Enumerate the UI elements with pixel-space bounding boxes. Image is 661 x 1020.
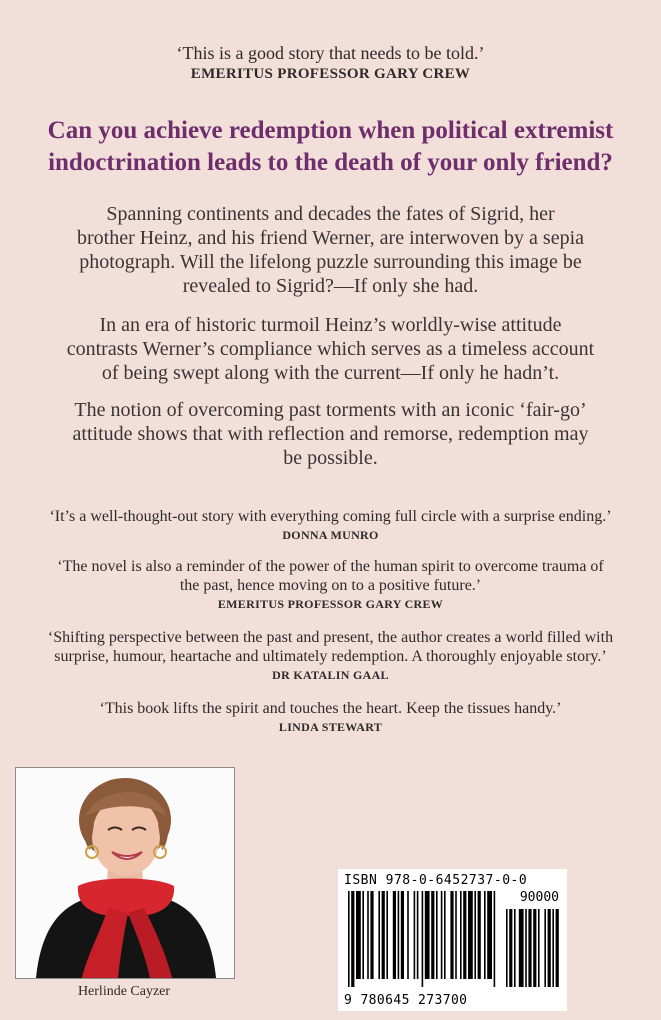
headline (30, 115, 631, 179)
price-code: 90000 (519, 890, 559, 905)
blurb-line: photograph. Will the lifelong puzzle surrounding this image be (79, 251, 582, 273)
barcode-addon-bar (548, 909, 551, 987)
barcode-bar (474, 891, 476, 979)
barcode-addon-bar (509, 909, 512, 987)
barcode-bar (351, 891, 354, 987)
review-attribution: DONNA MUNRO (282, 528, 379, 542)
review-text: ‘It’s a well-thought-out story with everything coming full circle with a surprise ending.’ (49, 508, 612, 525)
barcode-bar (348, 891, 350, 987)
blurb-line: be possible. (283, 447, 378, 469)
top-quote-attribution: EMERITUS PROFESSOR GARY CREW (190, 66, 471, 82)
blurb-line: brother Heinz, and his friend Werner, are interwoven by a sepia (76, 227, 585, 249)
blurb-paragraph-2 (40, 313, 621, 385)
barcode-bar (367, 891, 369, 979)
blurb-line: of being swept along with the current—If only he hadn’t. (101, 362, 560, 384)
barcode-bar (414, 891, 416, 979)
blurb-line: revealed to Sigrid?—If only she had. (182, 275, 479, 297)
blurb-paragraph-1 (40, 202, 621, 298)
barcode-addon-bar (506, 909, 508, 987)
barcode-bar (422, 891, 424, 987)
review-text: ‘The novel is also a reminder of the power of the human spirit to overcome trauma of (57, 558, 604, 575)
barcode-bar (398, 891, 400, 979)
barcode-bar (444, 891, 446, 979)
headline-line-2: indoctrination leads to the death of your only friend? (48, 149, 613, 176)
barcode-bar (356, 891, 361, 979)
barcode-bar (362, 891, 364, 979)
barcode-bar (425, 891, 430, 979)
review-text: ‘Shifting perspective between the past and present, the author creates a world filled with (47, 629, 614, 646)
barcode-bar (478, 891, 481, 979)
barcode-bar (386, 891, 388, 979)
review-donna-munro (30, 507, 631, 544)
blurb-line: Spanning continents and decades the fates of Sigrid, her (106, 203, 555, 225)
review-attribution: DR KATALIN GAAL (272, 668, 389, 682)
barcode-bar (455, 891, 457, 979)
barcode-addon-bar (533, 909, 536, 987)
top-quote (0, 43, 661, 84)
review-katalin-gaal (30, 628, 631, 684)
review-linda-stewart (30, 699, 631, 736)
blurb-line: attitude shows that with reflection and remorse, redemption may (72, 423, 589, 445)
review-text: the past, hence moving on to a positive future.’ (179, 577, 482, 594)
barcode-addon-bar (552, 909, 554, 987)
barcode-bar (382, 891, 385, 979)
review-text: surprise, humour, heartache and ultimately redemption. A thoroughly enjoyable story.’ (54, 648, 607, 665)
barcode-bar (417, 891, 419, 979)
barcode-bar (378, 891, 380, 979)
top-quote-text: ‘This is a good story that needs to be told.’ (176, 43, 485, 63)
blurb-line: In an era of historic turmoil Heinz’s worldly-wise attitude (99, 314, 562, 336)
barcode-addon-bar (519, 909, 524, 987)
barcode-bar (431, 891, 434, 979)
author-portrait-image (16, 768, 234, 978)
review-attribution: EMERITUS PROFESSOR GARY CREW (217, 597, 444, 611)
blurb-paragraph-3 (40, 398, 621, 470)
barcode-addon-bar (528, 909, 531, 987)
barcode-addon-bar (514, 909, 516, 987)
barcode-addon-bar (556, 909, 559, 987)
review-attribution: LINDA STEWART (278, 720, 383, 734)
barcode-bar (494, 891, 496, 987)
barcode-addon-bar (538, 909, 540, 987)
review-gary-crew (30, 557, 631, 613)
author-caption: Herlinde Cayzer (77, 984, 171, 999)
isbn-label: ISBN 978-0-6452737-0-0 (344, 873, 528, 888)
blurb-line: contrasts Werner’s compliance which serves as a timeless account (66, 338, 595, 360)
barcode-bar (468, 891, 473, 979)
blurb-line: The notion of overcoming past torments with an iconic ‘fair-go’ (74, 399, 587, 421)
review-text: ‘This book lifts the spirit and touches the heart. Keep the tissues handy.’ (99, 700, 562, 717)
barcode-bar (393, 891, 396, 979)
author-photo (15, 767, 235, 979)
ean-number: 9 780645 273700 (344, 993, 468, 1008)
barcode-bar (370, 891, 373, 979)
headline-line-1: Can you achieve redemption when political extremist (47, 117, 614, 144)
isbn-barcode (338, 869, 567, 1011)
barcode-bar (441, 891, 443, 979)
barcode-bar (450, 891, 453, 979)
barcode-addon-bar (544, 909, 546, 987)
barcode-bars (348, 891, 563, 991)
barcode-addon-bar (525, 909, 527, 987)
barcode-bar (463, 891, 466, 979)
barcode-bar (460, 891, 462, 979)
barcode-bar (407, 891, 409, 979)
barcode-bar (487, 891, 492, 979)
barcode-bar (401, 891, 404, 979)
barcode-bar (484, 891, 486, 979)
barcode-bar (436, 891, 438, 979)
